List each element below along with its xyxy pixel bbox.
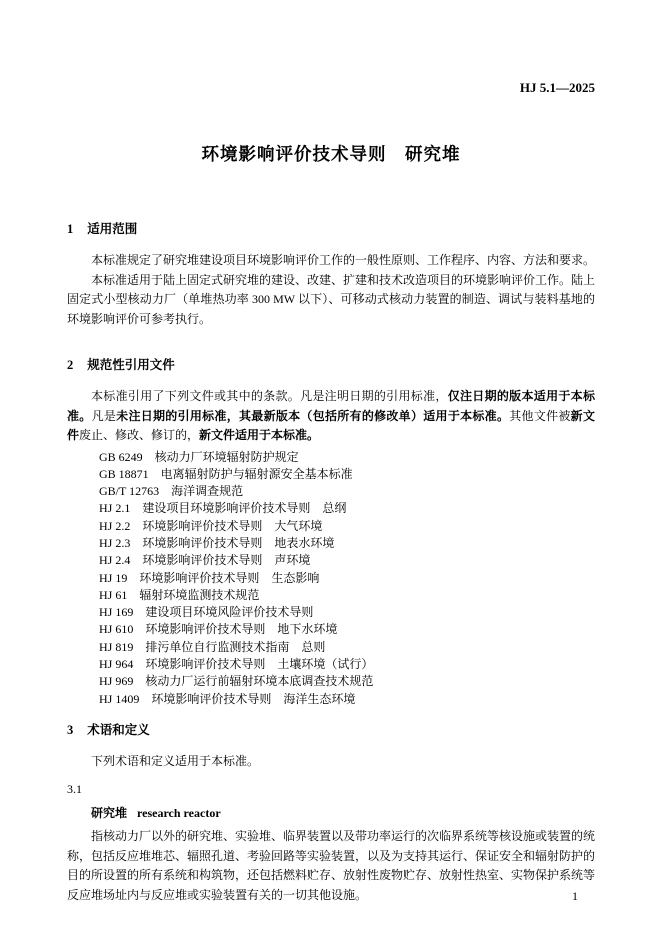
- section-2-intro-paragraph: [67, 387, 595, 446]
- section-2-title: 规范性引用文件: [87, 358, 175, 372]
- term-name-chinese: 研究堆: [91, 806, 128, 821]
- section-1-number: 1: [67, 222, 74, 236]
- page-content: [67, 80, 595, 905]
- reference-item: HJ 964 环境影响评价技术导则 土壤环境（试行）: [99, 657, 374, 672]
- reference-item: HJ 61 辐射环境监测技术规范: [99, 587, 260, 602]
- reference-item: GB 6249 核动力厂环境辐射防护规定: [99, 449, 299, 464]
- section-3-title: 术语和定义: [87, 722, 150, 737]
- reference-item: GB/T 12763 海洋调查规范: [99, 484, 244, 499]
- intro-text-segment: 废止、修改、修订的，: [79, 428, 200, 442]
- term-definition-paragraph: 指核动力厂以外的研究堆、实验堆、临界装置以及带功率运行的次临界系统等核设施或装置的统称，包括反应堆堆芯、辐照孔道、考验回路等实验装置，以及为支持其运行、保证安全和辐射防护的目的所设置的所有系统和构筑物，还包括燃料贮存、放射性废物贮存、放射性热室、实物保护系统等反应堆场址内与反应堆或实验装置有关的一切其他设施。: [67, 829, 596, 902]
- intro-text-segment: 未注日期的引用标准，其最新版本（包括所有的修改单）适用于本标准。: [116, 408, 510, 423]
- intro-text-segment: 仅注日期的版本适用于本标准。: [67, 389, 595, 423]
- section-1-paragraph-2: 本标准适用于陆上固定式研究堆的建设、改建、扩建和技术改造项目的环境影响评价工作。陆上固定式小型核动力厂（单堆热功率 300 MW 以下）、可移动式核动力装置的制造、调试与装料基地的环境影响评价可参考执行。: [67, 272, 596, 326]
- reference-item: HJ 2.4 环境影响评价技术导则 声环境: [99, 553, 311, 568]
- intro-text-segment: 本标准引用了下列文件或其中的条款。凡是注明日期的引用标准，: [91, 389, 448, 403]
- section-2-number: 2: [67, 358, 74, 372]
- reference-item: GB 18871 电离辐射防护与辐射源安全基本标准: [99, 466, 353, 481]
- term-number: 3.1: [67, 782, 82, 797]
- doc-title: 环境影响评价技术导则 研究堆: [201, 144, 461, 164]
- section-3-number: 3: [67, 722, 74, 737]
- intro-text-segment: 凡是: [91, 408, 117, 423]
- section-1-heading: [67, 220, 595, 238]
- intro-text-segment: 其他文件被: [509, 408, 571, 423]
- reference-item: HJ 19 环境影响评价技术导则 生态影响: [99, 570, 320, 585]
- section-1-title: 适用范围: [87, 222, 138, 236]
- term-name-english: research reactor: [137, 806, 221, 821]
- doc-number: HJ 5.1—2025: [519, 80, 595, 95]
- reference-item: HJ 2.2 环境影响评价技术导则 大气环境: [99, 518, 323, 533]
- section-3-intro-paragraph: 下列术语和定义适用于本标准。: [91, 753, 260, 768]
- reference-item: HJ 169 建设项目环境风险评价技术导则: [99, 605, 314, 620]
- reference-item: HJ 2.1 建设项目环境影响评价技术导则 总纲: [99, 501, 347, 516]
- intro-text-segment: 新文件适用于本标准。: [199, 428, 320, 442]
- reference-item: HJ 2.3 环境影响评价技术导则 地表水环境: [99, 535, 335, 550]
- reference-item: HJ 1409 环境影响评价技术导则 海洋生态环境: [99, 691, 356, 706]
- reference-item: HJ 610 环境影响评价技术导则 地下水环境: [99, 622, 338, 637]
- section-3-heading: [67, 721, 595, 739]
- page-number: 1: [572, 889, 578, 903]
- section-2-heading: [67, 356, 595, 374]
- intro-text-segment: 新文件: [67, 408, 595, 442]
- section-1-paragraph-1: 本标准规定了研究堆建设项目环境影响评价工作的一般性原则、工作程序、内容、方法和要求。: [91, 253, 596, 267]
- term-heading: [67, 804, 595, 822]
- reference-list: [67, 449, 595, 708]
- reference-item: HJ 819 排污单位自行监测技术指南 总则: [99, 639, 326, 654]
- reference-item: HJ 969 核动力厂运行前辐射环境本底调查技术规范: [99, 674, 374, 689]
